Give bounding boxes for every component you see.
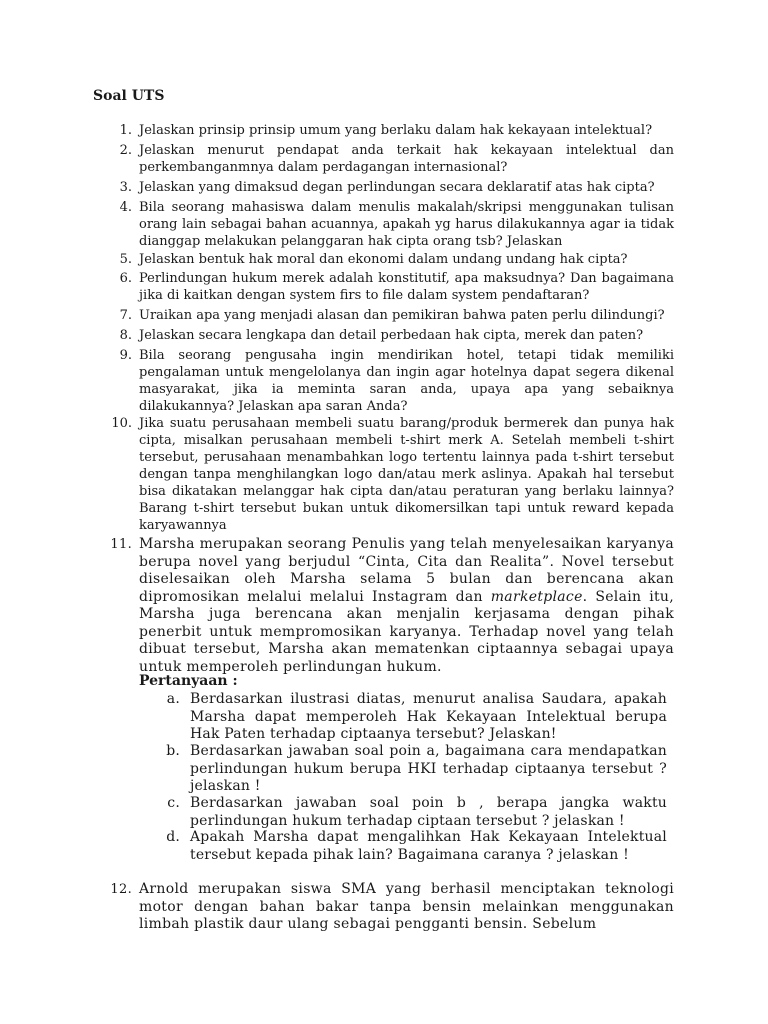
question-12 [110,881,674,934]
question-number: 10. [111,416,132,431]
sub-question-text: Berdasarkan jawaban soal poin a, bagaimana cara mendapatkan perlindungan hukum berupa HKI terhadap ciptaanya tersebut ? jelaskan ! [190,743,667,794]
question-1 [119,122,674,139]
question-text: Uraikan apa yang menjadi alasan dan pemikiran bahwa paten perlu dilindungi? [139,308,665,323]
question-8 [119,327,674,344]
sub-question-letter: d. [166,829,180,845]
question-text: Jelaskan yang dimaksud degan perlindungan secara deklaratif atas hak cipta? [139,180,655,195]
sub-question-letter: b. [166,743,180,759]
question-text: Jelaskan prinsip prinsip umum yang berlaku dalam hak kekayaan intelektual? [139,123,653,138]
question-4 [119,199,674,250]
question-text: Marsha merupakan seorang Penulis yang telah menyelesaikan karyanya berupa novel yang berjudul “Cinta, Cita dan Realita”. Novel tersebut diselesaikan oleh Marsha selama 5 bulan dan berencana akan dipromosikan melalui melalui Instagram dan [139,536,674,605]
sub-question-text: Apakah Marsha dapat mengalihkan Hak Kekayaan Intelektual tersebut kepada pihak lain? Bagaimana caranya ? jelaskan ! [190,829,667,863]
question-number: 6. [119,271,132,286]
question-number: 1. [119,123,132,138]
question-text: Bila seorang mahasiswa dalam menulis makalah/skripsi menggunakan tulisan orang lain sebagai bahan acuannya, apakah yg harus dilakukannya agar ia tidak dianggap melakukan pelanggaran hak cipta orang tsb? Jelaskan [139,200,674,249]
sub-question-d [166,829,667,864]
sub-question-letter: c. [167,795,180,811]
question-6 [119,270,674,304]
question-number: 7. [119,308,132,323]
sub-question-text: Berdasarkan jawaban soal poin b , berapa jangka waktu perlindungan hukum terhadap ciptaan tersebut ? jelaskan ! [190,795,667,829]
question-number: 4. [119,200,132,215]
question-number: 8. [119,328,132,343]
question-7 [119,307,674,324]
question-text: Jelaskan menurut pendapat anda terkait hak kekayaan intelektual dan perkembanganmnya dalam perdagangan internasional? [139,143,674,175]
question-3 [119,179,674,196]
question-number: 3. [119,180,132,195]
question-10 [111,415,674,534]
question-text: Jika suatu perusahaan membeli suatu barang/produk bermerek dan punya hak cipta, misalkan perusahaan membeli t-shirt merk A. Setelah membeli t-shirt tersebut, perusahaan menambahkan logo tertentu lainnya pada t-shirt tersebut dengan tanpa menghilangkan logo dan/atau merk aslinya. Apakah hal tersebut bisa dikatakan melanggar hak cipta dan/atau peraturan yang berlaku lainnya? Barang t-shirt tersebut bukan untuk dikomersilkan tapi untuk reward kepada karyawannya [139,416,674,533]
question-number: 9. [119,348,132,363]
questions-label: Pertanyaan : [139,673,238,689]
sub-question-c [167,795,667,830]
question-text-italic: marketplace [490,588,583,605]
question-text: Jelaskan secara lengkapa dan detail perbedaan hak cipta, merek dan paten? [139,328,644,343]
question-text: Perlindungan hukum merek adalah konstitutif, apa maksudnya? Dan bagaimana jika di kaitkan dengan system firs to file dalam system pendaftaran? [139,271,674,303]
question-text-cont: . Selain itu, Marsha juga berencana akan menjalin kerjasama dengan pihak penerbit untuk mempromosikan karyanya. Terhadap novel yang telah dibuat tersebut, Marsha akan mematenkan ciptaannya sebagai upaya untuk memperoleh perlindungan hukum. [139,588,675,675]
sub-question-b [166,743,667,796]
question-number: 2. [119,143,132,158]
question-number: 12. [110,882,132,897]
page-title: Soal UTS [93,88,165,104]
question-number: 5. [119,252,132,267]
sub-question-text: Berdasarkan ilustrasi diatas, menurut analisa Saudara, apakah Marsha dapat memperoleh Hak Kekayaan Intelektual berupa Hak Paten terhadap ciptaanya tersebut? Jelaskan! [190,691,667,742]
question-5 [119,251,674,268]
question-9 [119,347,674,415]
question-2 [119,142,674,176]
question-11 [110,536,675,676]
sub-question-a [166,691,667,744]
question-text: Arnold merupakan siswa SMA yang berhasil menciptakan teknologi motor dengan bahan bakar tanpa bensin melainkan menggunakan limbah plastik daur ulang sebagai pengganti bensin. Sebelum [139,881,674,932]
sub-question-letter: a. [166,691,180,707]
question-text: Jelaskan bentuk hak moral dan ekonomi dalam undang undang hak cipta? [139,252,628,267]
question-text: Bila seorang pengusaha ingin mendirikan hotel, tetapi tidak memiliki pengalaman untuk mengelolanya dan ingin agar hotelnya dapat segera dikenal masyarakat, jika ia meminta saran anda, upaya apa yang sebaiknya dilakukannya? Jelaskan apa saran Anda? [139,348,674,414]
question-number: 11. [110,537,132,552]
